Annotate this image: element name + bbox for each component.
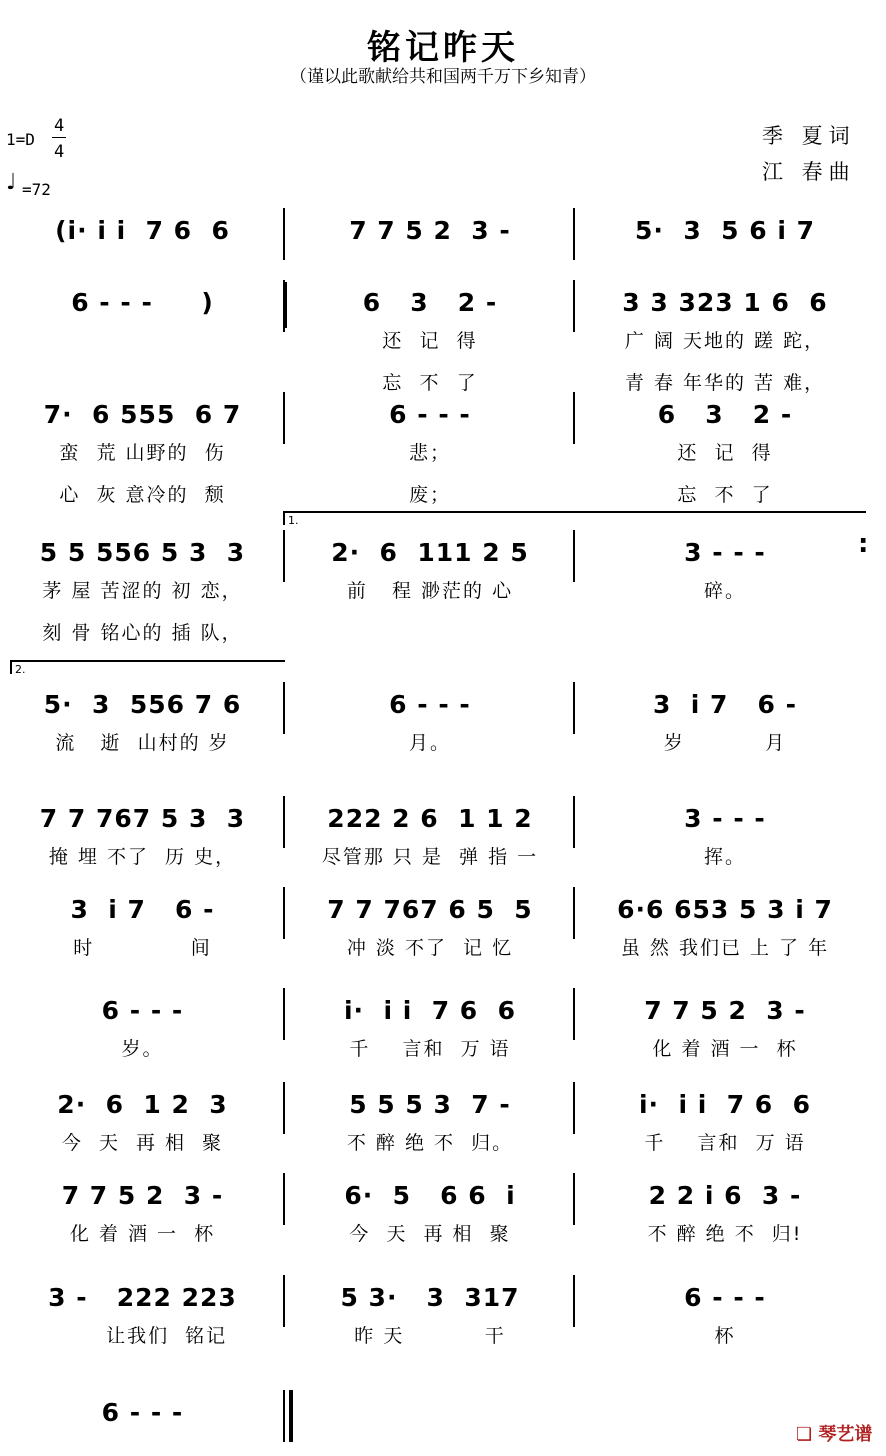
measure-notes: 6 3 2 -	[657, 400, 793, 429]
second-ending-label: 2.	[15, 663, 26, 676]
tempo-mark: =72	[22, 180, 51, 199]
measure-notes: 7 7 767 5 3 3	[39, 804, 246, 833]
measure-notes: 2· 6 111 2 5	[331, 538, 529, 567]
measure	[575, 887, 875, 959]
watermark-text: 琴艺谱	[818, 1424, 873, 1445]
measure	[0, 887, 285, 959]
quarter-note-icon: ♩	[6, 170, 17, 195]
measure	[575, 1082, 875, 1154]
repeat-end-dots: :	[858, 529, 869, 559]
measure	[575, 208, 875, 266]
measure	[0, 988, 285, 1060]
measure-notes: 5· 3 5 6 i 7	[635, 216, 815, 245]
lyric-verse-1: 今 天 再 相 聚	[349, 1223, 511, 1245]
measure	[285, 1173, 575, 1245]
measure	[0, 1082, 285, 1154]
measure	[285, 530, 575, 602]
measure-notes: 6 - - - )	[71, 288, 214, 317]
lyric-verse-1: 挥。	[703, 846, 746, 868]
lyric-verse-1: 虽 然 我们已 上 了 年	[620, 937, 830, 959]
measure-notes: 5· 3 556 7 6	[43, 690, 242, 719]
lyric-verse-1: 岁。	[121, 1038, 164, 1060]
measure-notes: 6· 5 6 6 i	[344, 1181, 516, 1210]
measure	[0, 1275, 285, 1347]
lyric-verse-2: 心 灰 意冷的 颓	[59, 484, 226, 506]
measure	[575, 1173, 875, 1245]
measure-notes: (i· i i 7 6 6	[55, 216, 230, 245]
final-bar-line	[289, 1390, 293, 1442]
lyric-verse-1: 茅 屋 苦涩的 初 恋，	[42, 580, 243, 602]
measure	[575, 682, 875, 754]
measure	[575, 796, 875, 868]
lyricist-credit: 季 夏词	[762, 124, 856, 148]
measure	[0, 208, 285, 266]
lyric-verse-1: 尽管那 只 是 弹 指 一	[321, 846, 539, 868]
repeat-start-bar	[283, 282, 287, 328]
lyric-verse-1: 不 醉 绝 不 归。	[346, 1132, 514, 1154]
lyric-verse-1: 流 逝 山村的 岁	[55, 732, 230, 754]
lyric-verse-1: 化 着 酒 一 杯	[69, 1223, 216, 1245]
lyric-verse-1: 昨 天 干	[354, 1325, 506, 1347]
measure	[0, 530, 285, 644]
measure	[0, 392, 285, 506]
lyric-verse-2: 刻 骨 铭心的 插 队，	[42, 622, 243, 644]
measure-notes: 3 - - -	[684, 804, 766, 833]
lyric-verse-1: 千 言和 万 语	[349, 1038, 511, 1060]
measure-notes: 7 7 5 2 3 -	[349, 216, 511, 245]
lyric-verse-1: 化 着 酒 一 杯	[652, 1038, 798, 1060]
measure	[575, 988, 875, 1060]
measure-notes: 3 i 7 6 -	[652, 690, 798, 719]
measure	[0, 1390, 285, 1448]
measure-notes: 6 3 2 -	[362, 288, 498, 317]
measure-notes: 5 5 5 3 7 -	[349, 1090, 511, 1119]
lyric-verse-1: 月。	[408, 732, 451, 754]
measure-notes: 3 i 7 6 -	[70, 895, 215, 924]
measure-notes: 6 - - -	[389, 690, 471, 719]
measure-notes: 222 2 6 1 1 2	[327, 804, 533, 833]
measure	[285, 796, 575, 868]
measure	[575, 530, 875, 602]
lyric-verse-1: 碎。	[703, 580, 746, 602]
lyric-verse-1: 蛮 荒 山野的 伤	[59, 442, 226, 464]
lyric-verse-2: 忘 不 了	[382, 372, 478, 394]
measure-notes: i· i i 7 6 6	[638, 1090, 812, 1119]
first-ending-bracket	[283, 511, 866, 513]
measure-notes: 3 - - -	[684, 538, 766, 567]
measure	[285, 280, 575, 394]
measure-notes: 6 - - -	[389, 400, 471, 429]
lyric-verse-2: 废；	[408, 484, 451, 506]
measure	[0, 796, 285, 868]
measure-notes: 6 - - -	[684, 1283, 766, 1312]
measure-notes: 5 5 556 5 3 3	[39, 538, 246, 567]
measure	[285, 392, 575, 506]
watermark-logo	[796, 1420, 872, 1446]
measure-notes: 6 - - -	[101, 996, 184, 1025]
lyric-verse-1: 还 记 得	[677, 442, 773, 464]
second-ending-bracket-side	[10, 660, 12, 674]
lyric-verse-2: 青 春 年华的 苦 难，	[624, 372, 826, 394]
measure	[285, 988, 575, 1060]
measure-notes: 2 2 i 6 3 -	[648, 1181, 802, 1210]
measure-notes: 7 7 5 2 3 -	[644, 996, 806, 1025]
lyric-verse-1: 前 程 渺茫的 心	[346, 580, 514, 602]
measure-notes: 2· 6 1 2 3	[57, 1090, 228, 1119]
measure	[285, 887, 575, 959]
measure	[285, 1275, 575, 1347]
composer-credit: 江 春曲	[762, 160, 856, 184]
measure	[575, 1275, 875, 1347]
measure-notes: 3 3 323 1 6 6	[622, 288, 828, 317]
measure	[0, 682, 285, 754]
measure-notes: 6 - - -	[101, 1398, 184, 1427]
measure-notes: 3 - 222 223	[48, 1283, 237, 1312]
measure-notes: 7 7 767 6 5 5	[327, 895, 533, 924]
measure	[575, 280, 875, 394]
lyric-verse-1: 广 阔 天地的 蹉 跎，	[624, 330, 826, 352]
watermark-icon: ❏	[796, 1424, 813, 1445]
measure-notes: 7· 6 555 6 7	[43, 400, 242, 429]
measure-notes: 7 7 5 2 3 -	[61, 1181, 224, 1210]
measure-notes: i· i i 7 6 6	[343, 996, 517, 1025]
lyric-verse-1: 冲 淡 不了 记 忆	[346, 937, 514, 959]
measure	[575, 392, 875, 506]
lyric-verse-1: 杯	[714, 1325, 736, 1347]
lyric-verse-1: 岁 月	[663, 732, 787, 754]
time-sig-bottom: 4	[54, 142, 65, 162]
measure	[285, 1082, 575, 1154]
key-signature: 1=D	[6, 130, 35, 149]
lyric-verse-1: 掩 埋 不了 历 史，	[48, 846, 237, 868]
bar-line	[283, 1390, 285, 1442]
measure-notes: 6·6 653 5 3 i 7	[617, 895, 833, 924]
measure-notes: 5 3· 3 317	[340, 1283, 520, 1312]
second-ending-bracket	[10, 660, 285, 662]
lyric-verse-1: 千 言和 万 语	[644, 1132, 806, 1154]
first-ending-bracket-side	[283, 511, 285, 525]
lyric-verse-1: 悲；	[408, 442, 451, 464]
lyric-verse-1: 还 记 得	[382, 330, 478, 352]
song-subtitle: （谨以此歌献给共和国两千万下乡知青）	[290, 67, 596, 87]
lyric-verse-2: 忘 不 了	[677, 484, 773, 506]
first-ending-label: 1.	[288, 514, 299, 527]
time-sig-line	[52, 137, 66, 138]
song-title: 铭记昨天	[367, 28, 519, 68]
lyric-verse-1: 今 天 再 相 聚	[61, 1132, 224, 1154]
lyric-verse-1: 不 醉 绝 不 归!	[647, 1223, 803, 1245]
measure	[0, 1173, 285, 1245]
lyric-verse-1: 让我们 铭记	[57, 1325, 228, 1347]
measure	[285, 682, 575, 754]
measure	[285, 208, 575, 266]
time-sig-top: 4	[54, 116, 65, 136]
measure	[0, 280, 285, 338]
lyric-verse-1: 时 间	[73, 937, 212, 959]
